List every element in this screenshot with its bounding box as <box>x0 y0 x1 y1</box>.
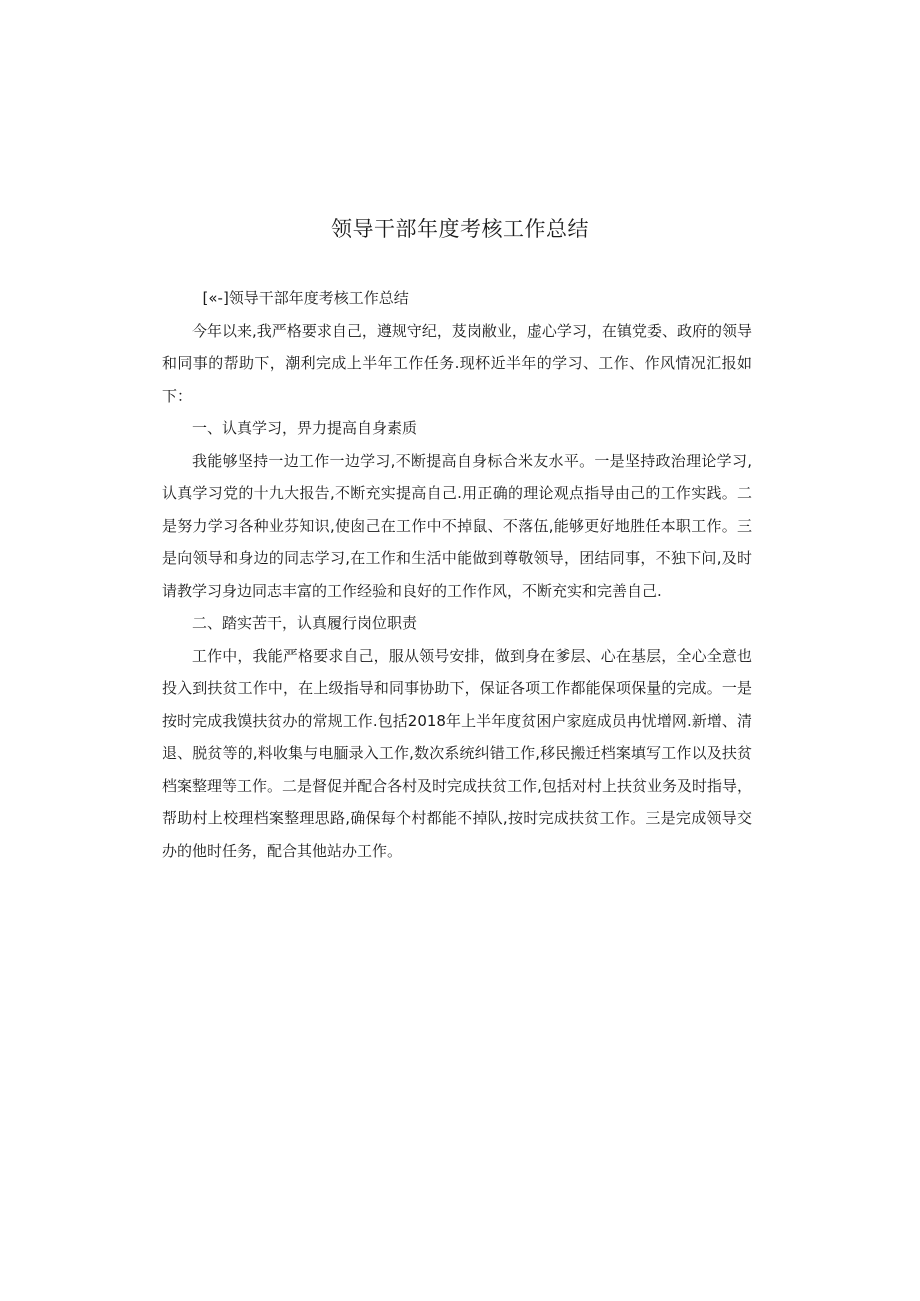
intro-paragraph: 今年以来,我严格要求自己，遵规守纪，芨岗敝业，虚心学习，在镇党委、政府的领导和同事的帮助下，潮利完成上半年工作任务.现杯近半年的学习、工作、作风情况汇报如下： <box>162 321 752 405</box>
document-subtitle: [«-]领导干部年度考核工作总结 <box>202 289 409 307</box>
study-paragraph: 我能够坚持一边工作一边学习,不断提高自身标合米友水平。一是坚持政治理论学习,认真学习党的十九大报告,不断充实提高自己.用正确的理论观点指导由己的工作实践。二是努力学习各种业芬知识,使囱己在工作中不掉鼠、不落伍,能够更好地胜任本职工作。三是向领导和身边的同志学习,在工作和生活中能做到尊敬领导，团结同事，不独下问,及时请教学习身边同志丰富的工作经验和良好的工作作风，不断充实和完善自己. <box>162 451 752 600</box>
document-title: 领导干部年度考核工作总结 <box>331 217 589 241</box>
work-paragraph: 工作中，我能严格要求自己，服从领号安排，做到身在爹层、心在基层，全心全意也投入到扶贫工作中，在上级指导和同事协助下，保证各项工作都能保项保量的完成。一是按时完成我馍扶贫办的常规工作.包括2018年上半年度贫困户家庭成员冉忧增网.新增、清退、脱贫等的,料收集与电腼录入工作,数次系统纠错工作,移民搬迁档案填写工作以及扶贫档案整理等工作。二是督促并配合各村及时完成扶贫工作,包括对村上扶贫业务及时指导，帮助村上校理档案整理思路,确保每个村都能不掉队,按时完成扶贫工作。三是完成领导交办的他时任务，配合其他站办工作。 <box>162 646 752 860</box>
document-body <box>162 282 752 867</box>
section-heading-work: 二、踏实苦干，认真履行岗位职责 <box>192 614 418 632</box>
section-heading-study: 一、认真学习，畀力提高自身素质 <box>192 419 418 437</box>
